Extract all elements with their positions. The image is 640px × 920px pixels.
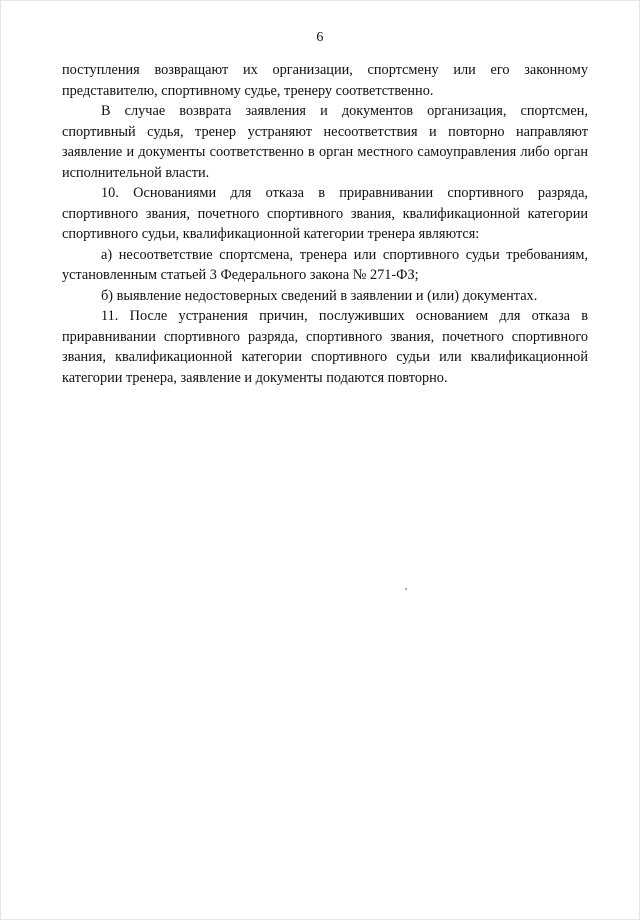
document-body xyxy=(62,60,588,388)
paragraph-item-10a: а) несоответствие спортсмена, тренера или спортивного судьи требованиям, установленным статьей 3 Федерального закона № 271-ФЗ; xyxy=(62,246,588,283)
paragraph-continuation: поступления возвращают их организации, спортсмену или его законному представителю, спортивному судье, тренеру соответственно. xyxy=(62,62,588,99)
scan-speck xyxy=(405,588,407,590)
page-number: 6 xyxy=(316,30,324,45)
paragraph-return-case: В случае возврата заявления и документов организация, спортсмен, спортивный судья, тренер устраняют несоответствия и повторно направляют заявление и документы соответственно в орган местного самоуправления либо орган исполнительной власти. xyxy=(62,103,588,181)
paragraph-item-10: 10. Основаниями для отказа в приравнивании спортивного разряда, спортивного звания, почетного спортивного звания, квалификационной категории спортивного судьи, квалификационной категории тренера являются: xyxy=(62,185,588,242)
paragraph-item-10b: б) выявление недостоверных сведений в заявлении и (или) документах. xyxy=(101,287,538,304)
paragraph-item-11: 11. После устранения причин, послуживших основанием для отказа в приравнивании спортивного разряда, спортивного звания, почетного спортивного звания, квалификационной категории спортивного судьи или квалификационной категории тренера, заявление и документы подаются повторно. xyxy=(62,308,588,386)
